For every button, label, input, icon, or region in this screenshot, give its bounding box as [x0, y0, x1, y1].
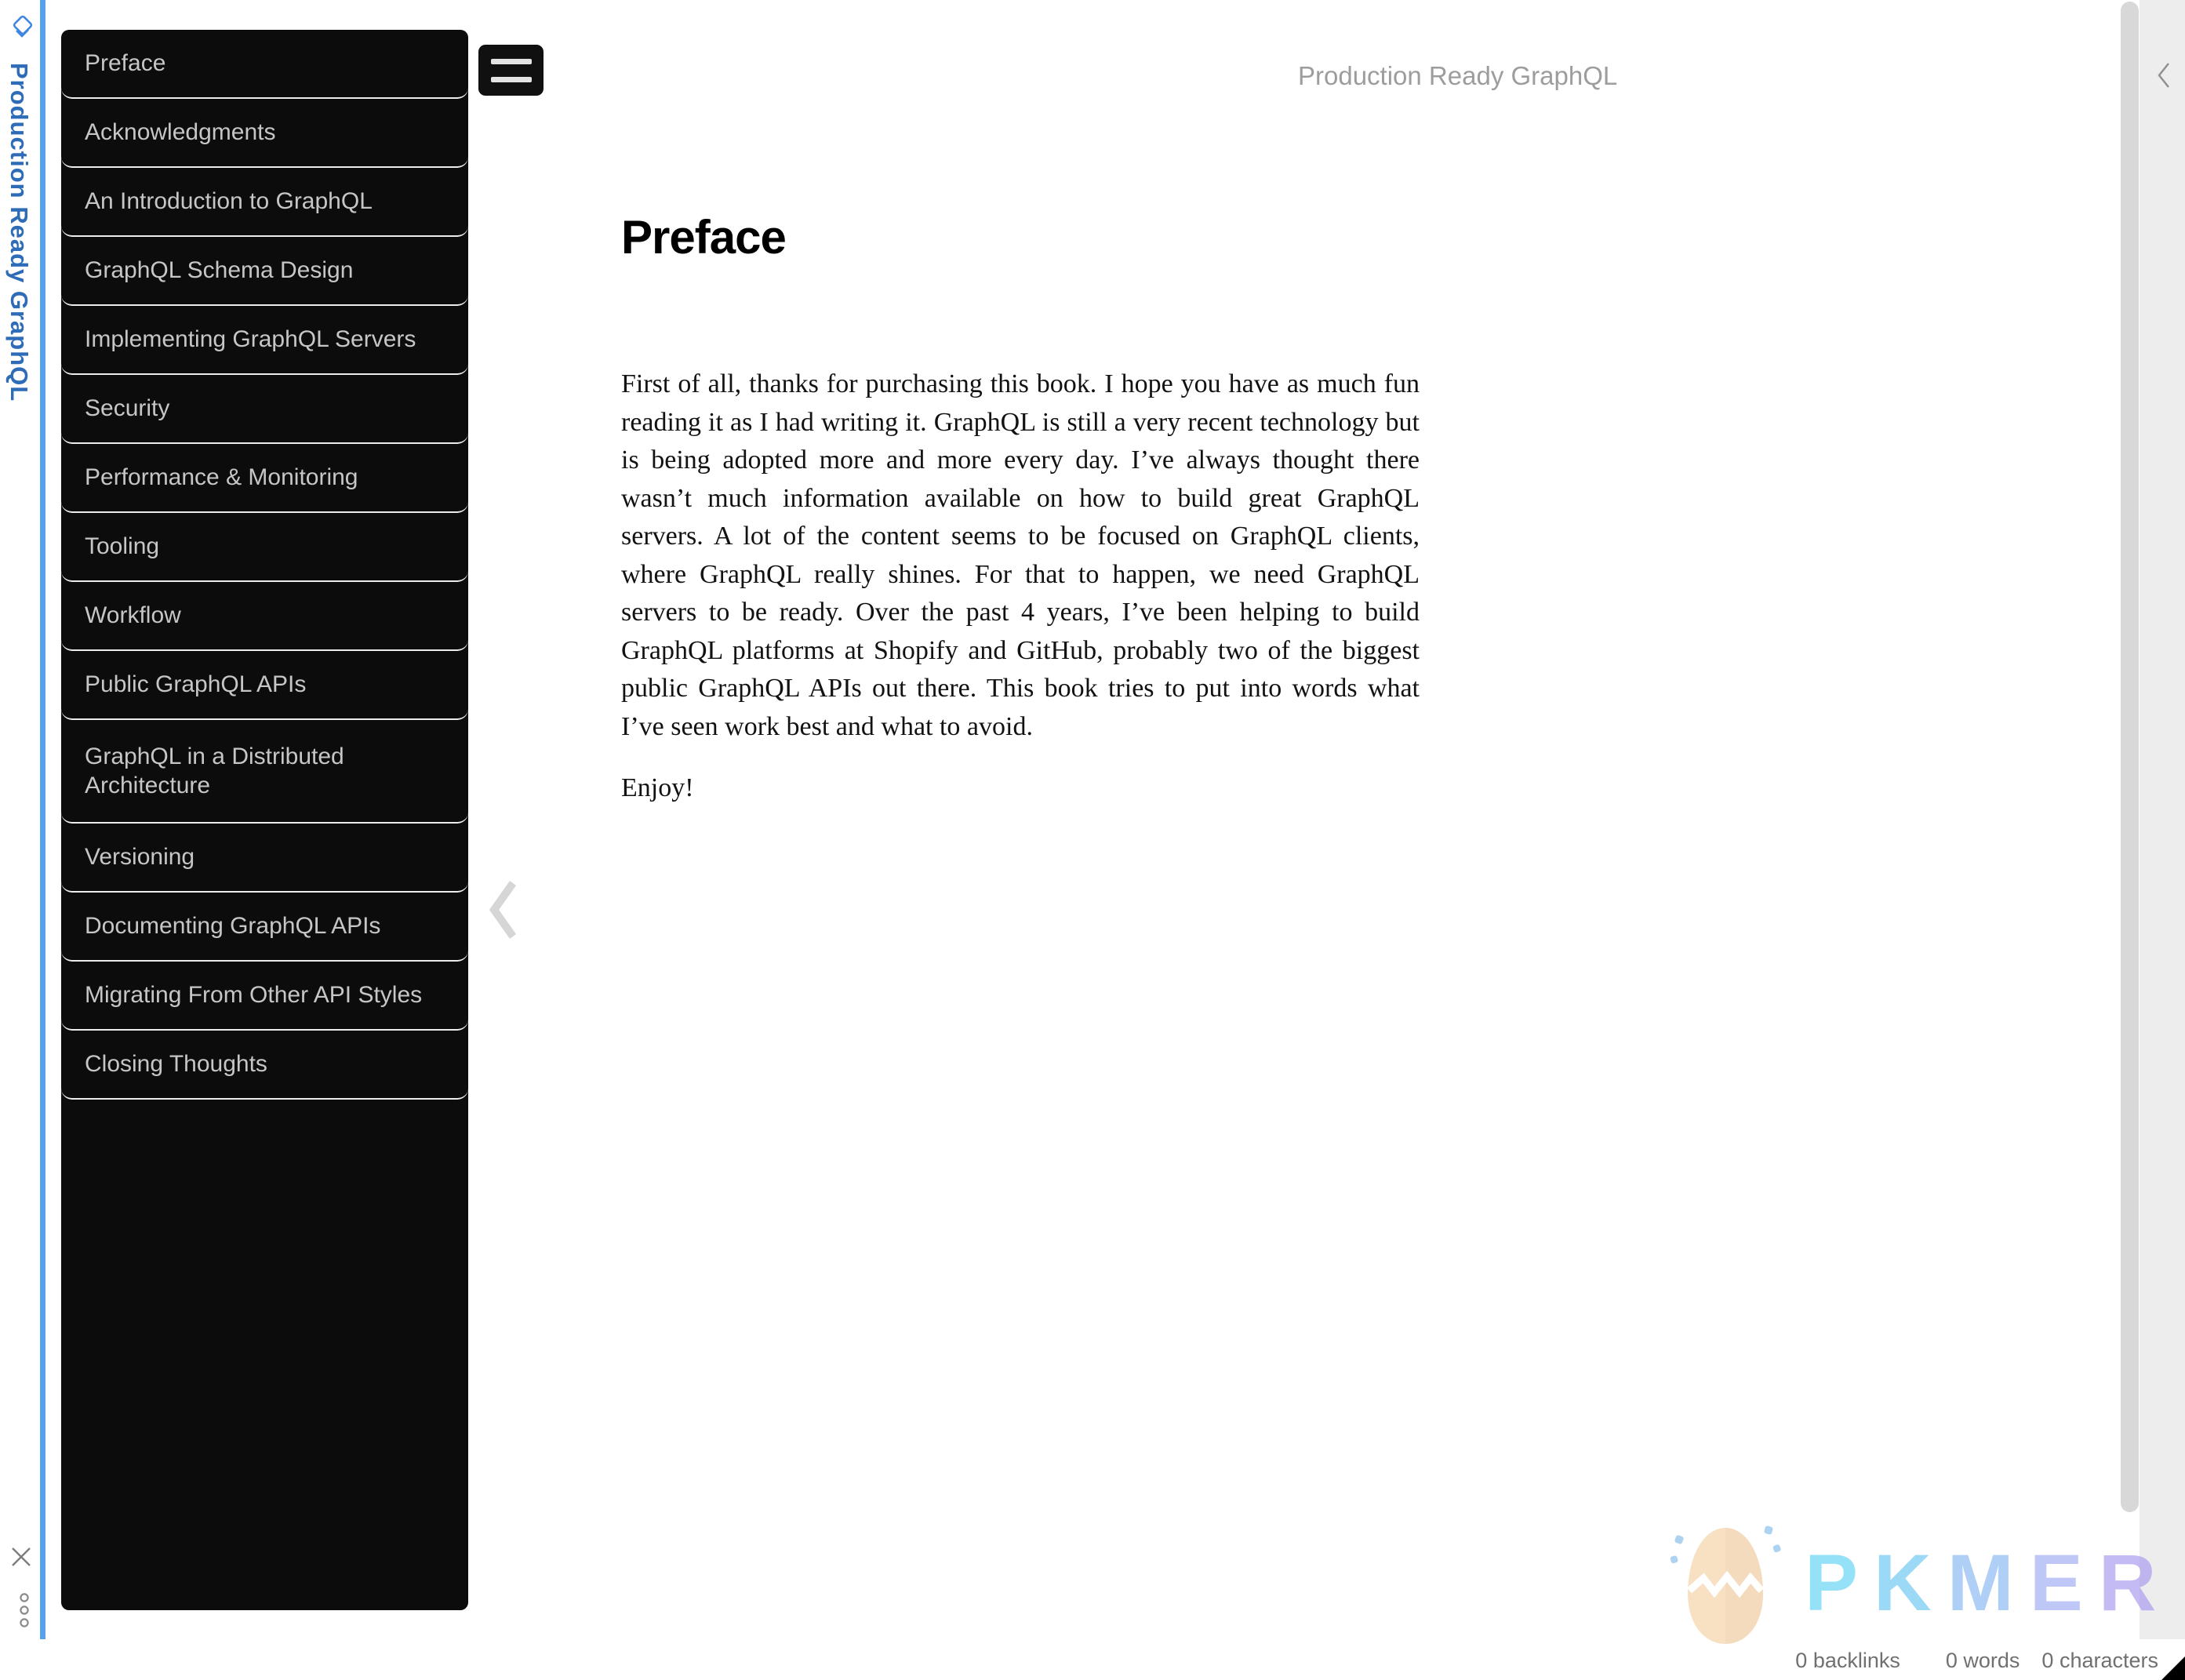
- vertical-scrollbar[interactable]: [2121, 2, 2139, 1512]
- toc-item-versioning[interactable]: Versioning: [61, 824, 468, 893]
- toc-item-acknowledgments[interactable]: Acknowledgments: [61, 99, 468, 168]
- toc-item-distributed-architecture[interactable]: GraphQL in a Distributed Architecture: [61, 720, 468, 824]
- toc-item-implementing-servers[interactable]: Implementing GraphQL Servers: [61, 306, 468, 375]
- pkmer-watermark: [1669, 1522, 2172, 1655]
- toc-item-performance-monitoring[interactable]: Performance & Monitoring: [61, 444, 468, 513]
- toc-item-introduction[interactable]: An Introduction to GraphQL: [61, 168, 468, 237]
- hamburger-line: [491, 77, 532, 82]
- right-sidebar-rail: [2140, 0, 2185, 1639]
- toc-toggle-button[interactable]: [478, 45, 544, 96]
- status-bar: [1795, 1649, 2158, 1673]
- window-resize-grip[interactable]: [2161, 1656, 2185, 1680]
- right-sidebar-expand-chevron-icon[interactable]: [2156, 61, 2172, 93]
- toc-item-schema-design[interactable]: GraphQL Schema Design: [61, 237, 468, 306]
- toc-item-security[interactable]: Security: [61, 375, 468, 444]
- toc-item-public-apis[interactable]: Public GraphQL APIs: [61, 651, 468, 720]
- toc-item-preface[interactable]: Preface: [61, 30, 468, 99]
- toc-item-closing-thoughts[interactable]: Closing Thoughts: [61, 1031, 468, 1100]
- status-character-count: 0 characters: [2041, 1649, 2158, 1672]
- view-header-title: Production Ready GraphQL: [1298, 61, 1618, 90]
- chapter-paragraph: First of all, thanks for purchasing this book. I hope you have as much fun reading it as I had writing it. GraphQL is still a very recent technology but is being adopted more and more every day. I’ve always thought there wasn’t much information available on how to build great GraphQL servers. A lot of the content seems to be focused on GraphQL clients, where GraphQL really shines. For that to happen, we need GraphQL servers to be ready. Over the past 4 years, I’ve been helping to build GraphQL platforms at Shopify and GitHub, probably two of the biggest public GraphQL APIs out there. This book tries to put into words what I’ve seen work best and what to avoid.: [621, 369, 1420, 741]
- chapter-heading: Preface: [621, 211, 786, 264]
- toc-item-workflow[interactable]: Workflow: [61, 582, 468, 651]
- pkmer-watermark-text: PKMER: [1805, 1538, 2172, 1627]
- toc-item-documenting-apis[interactable]: Documenting GraphQL APIs: [61, 893, 468, 962]
- toc-sidebar: [61, 30, 468, 1610]
- status-word-count: 0 words: [1945, 1649, 2020, 1672]
- epub-book-icon: [6, 14, 38, 49]
- status-backlinks-count[interactable]: 0 backlinks: [1795, 1649, 1900, 1672]
- chapter-closing-line: Enjoy!: [621, 773, 694, 802]
- kebab-menu-icon[interactable]: [14, 1592, 35, 1632]
- hamburger-line: [491, 59, 532, 64]
- toc-item-tooling[interactable]: Tooling: [61, 513, 468, 582]
- active-tab-indicator: [40, 0, 45, 1639]
- toc-item-migrating-api-styles[interactable]: Migrating From Other API Styles: [61, 962, 468, 1031]
- vertical-tab-title[interactable]: Production Ready GraphQL: [5, 63, 33, 402]
- sidebar-collapse-chevron-icon[interactable]: [486, 878, 521, 945]
- pkmer-egg-logo-icon: [1669, 1522, 1783, 1655]
- close-icon[interactable]: [9, 1545, 33, 1573]
- left-tab-rail: [0, 0, 49, 1639]
